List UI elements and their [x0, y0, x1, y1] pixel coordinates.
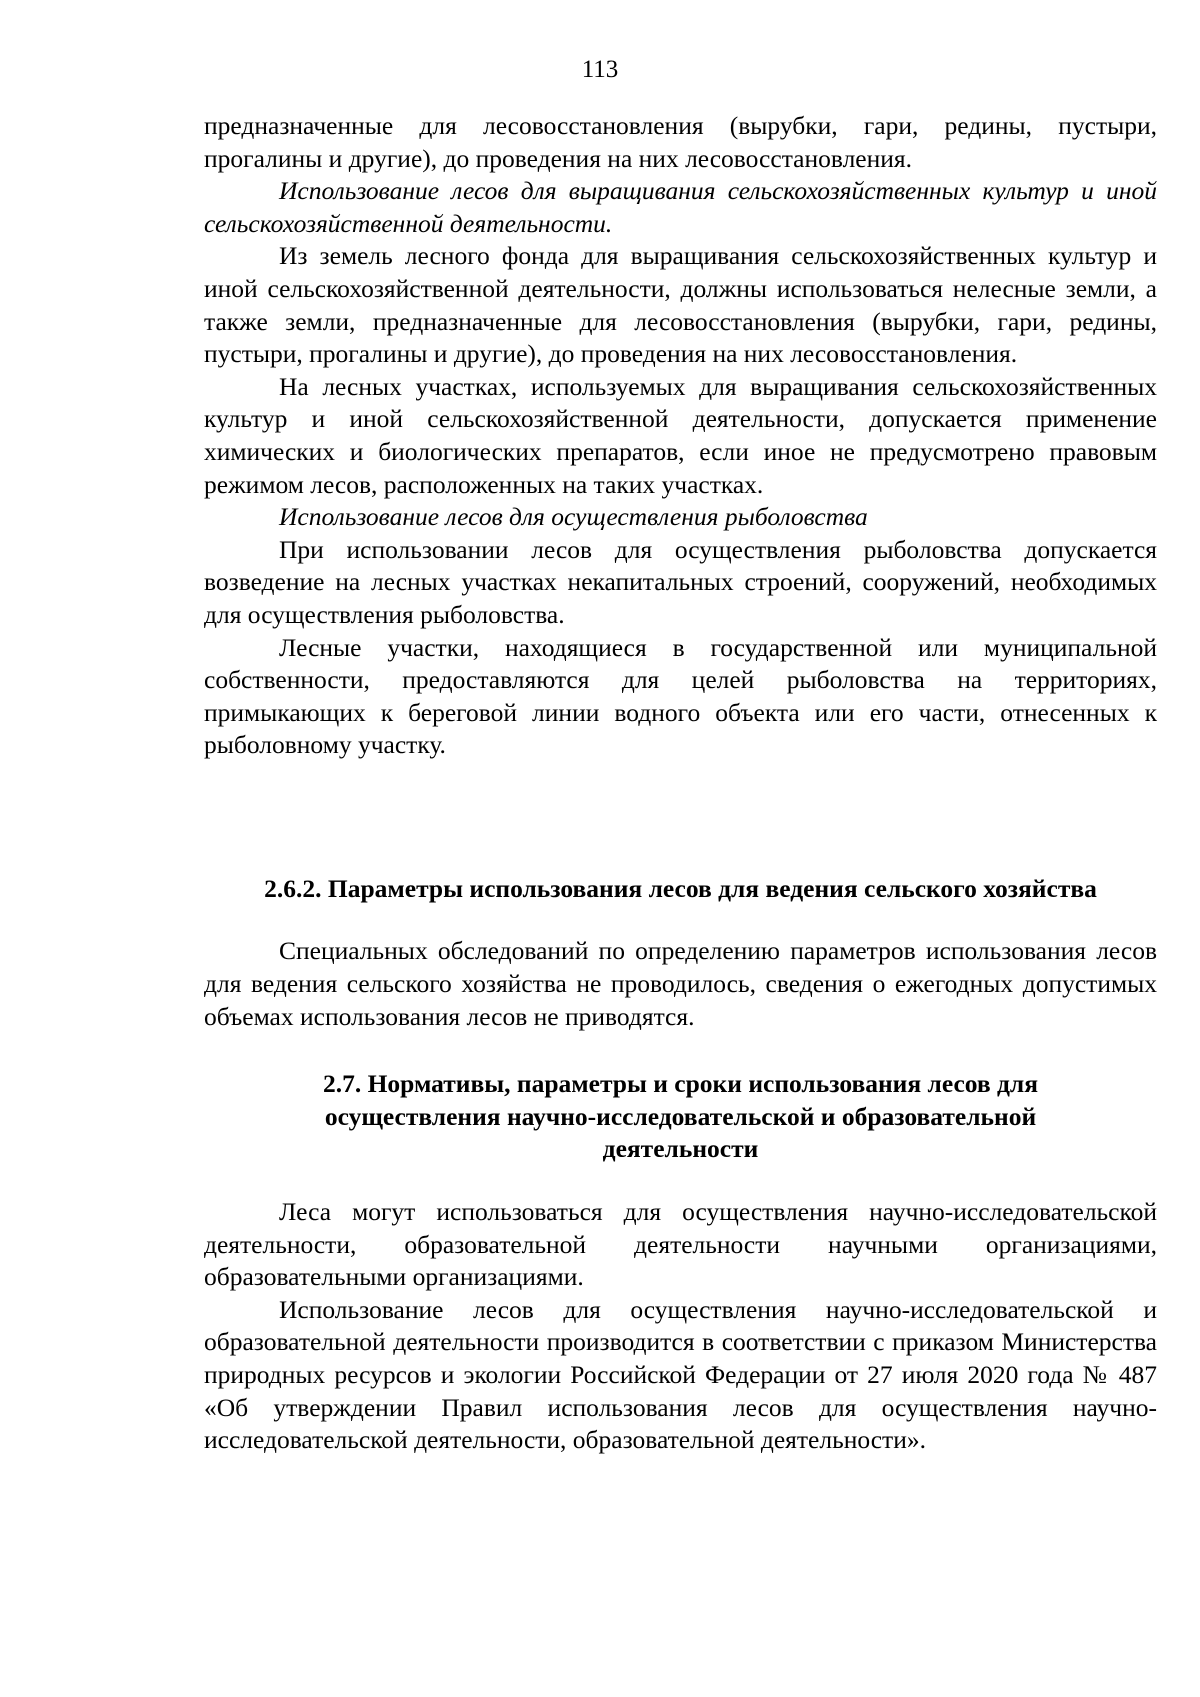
paragraph-section-2-6-2: Специальных обследований по определению параметров использования лесов для ведения сельского хозяйства не проводилось, сведения о ежегодных допустимых объемах использования лесов не приводятся. [204, 936, 1157, 1031]
page-number: 113 [581, 56, 619, 83]
paragraph-section-2-7-first: Леса могут использоваться для осуществления научно-исследовательской деятельности, образовательной деятельности научными организациями, образовательными организациями. [204, 1197, 1157, 1292]
paragraph-agriculture-chemicals: На лесных участках, используемых для выращивания сельскохозяйственных культур и иной сельскохозяйственной деятельности, допускается применение химических и биологических препаратов, если иное не предусмотрено правовым режимом лесов, расположенных на таких участках. [204, 371, 1157, 499]
paragraph-fishing-structures: При использовании лесов для осуществления рыболовства допускается возведение на лесных участках некапитальных строений, сооружений, необходимых для осуществления рыболовства. [204, 534, 1157, 629]
subheading-agriculture: Использование лесов для выращивания сельскохозяйственных культур и иной сельскохозяйственной деятельности. [204, 176, 1157, 238]
document-body [204, 110, 1157, 1457]
section-heading-2-6-2: 2.6.2. Параметры использования лесов для ведения сельского хозяйства [264, 873, 1097, 903]
paragraph-section-2-7-second: Использование лесов для осуществления научно-исследовательской и образовательной деятельности производится в соответствии с приказом Министерства природных ресурсов и экологии Российской Федерации от 27 июля 2020 года № 487 «Об утверждении Правил использования лесов для осуществления научно-исследовательской деятельности, образовательной деятельности». [204, 1294, 1157, 1455]
paragraph-agriculture-lands: Из земель лесного фонда для выращивания сельскохозяйственных культур и иной сельскохозяйственной деятельности, должны использоваться нелесные земли, а также земли, предназначенные для лесовосстановления (вырубки, гари, редины, пустыри, прогалины и другие), до проведения на них лесовосстановления. [204, 241, 1157, 369]
paragraph-fishing-plots: Лесные участки, находящиеся в государственной или муниципальной собственности, предоставляются для целей рыболовства на территориях, примыкающих к береговой линии водного объекта или его части, отнесенных к рыболовному участку. [204, 632, 1157, 760]
section-heading-2-7: 2.7. Нормативы, параметры и сроки использования лесов для осуществления научно-исследовательской и образовательной деятельности [322, 1069, 1039, 1164]
paragraph-continuation: предназначенные для лесовосстановления (вырубки, гари, редины, пустыри, прогалины и другие), до проведения на них лесовосстановления. [204, 111, 1157, 173]
subheading-fishing: Использование лесов для осуществления рыболовства [279, 502, 868, 532]
